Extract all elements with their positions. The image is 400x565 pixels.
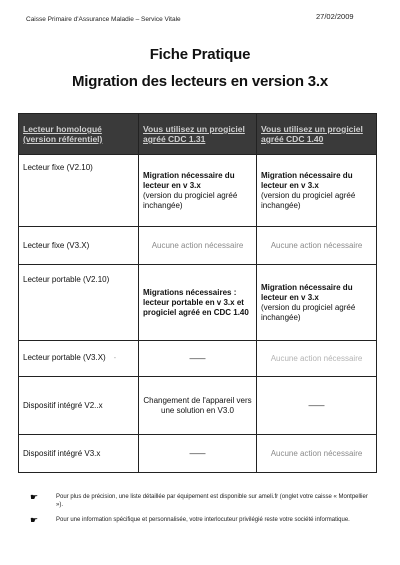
table-cell: —— (139, 341, 257, 377)
pointing-hand-icon: ☛ (30, 492, 39, 502)
header-cdc-140: Vous utilisez un progiciel agréé CDC 1.40 (257, 114, 377, 155)
table-cell: Aucune action nécessaire (139, 227, 257, 265)
row-label (19, 341, 139, 377)
row-label: Dispositif intégré V3.x (19, 435, 139, 473)
cell-bold-text: Migration nécessaire du lecteur en v 3.x (261, 170, 353, 190)
table-row (19, 155, 377, 227)
cell-bold-text: Migrations nécessaires : lecteur portable en v 3.x et progiciel agréé en CDC 1.40 (143, 287, 249, 317)
document-subtitle: Migration des lecteurs en version 3.x (71, 73, 329, 90)
row-label: Lecteur fixe (V3.X) (19, 227, 139, 265)
table-row (19, 435, 377, 473)
table-cell (139, 265, 257, 341)
row-label: Dispositif intégré V2..x (19, 377, 139, 435)
table-row (19, 265, 377, 341)
row-label-text: Lecteur portable (V3.X) (23, 353, 106, 362)
footnote-text: Pour une information spécifique et personnalisée, votre interlocuteur privilégié reste votre société informatique. (56, 517, 350, 523)
header-reader: Lecteur homologué (version référentiel) (19, 114, 139, 155)
cell-note-text: (version du progiciel agréé inchangée) (143, 190, 238, 210)
table-cell (257, 155, 377, 227)
row-label: Lecteur portable (V2.10) (19, 265, 139, 341)
table-cell: Aucune action nécessaire (257, 435, 377, 473)
cell-bold-text: Migration nécessaire du lecteur en v 3.x (261, 282, 353, 302)
document-title: Fiche Pratique (149, 46, 251, 63)
table-cell (139, 155, 257, 227)
cell-note-text: (version du progiciel agréé inchangée) (261, 302, 356, 322)
document-date: 27/02/2009 (316, 12, 354, 21)
table-cell: Aucune action nécessaire (257, 227, 377, 265)
cell-bold-text: Migration nécessaire du lecteur en v 3.x (143, 170, 235, 190)
row-marker: - (113, 355, 117, 362)
table-cell (257, 265, 377, 341)
table-cell: Changement de l'appareil vers une solution en V3.0 (139, 377, 257, 435)
table-row (19, 227, 377, 265)
table-header-row (19, 114, 377, 155)
table-cell: —— (257, 377, 377, 435)
header-cdc-131: Vous utilisez un progiciel agréé CDC 1.31 (139, 114, 257, 155)
table-row (19, 341, 377, 377)
table-row (19, 377, 377, 435)
cell-note-text: (version du progiciel agréé inchangée) (261, 190, 356, 210)
organization-header: Caisse Primaire d'Assurance Maladie – Service Vitale (26, 16, 181, 23)
table-cell: Aucune action nécessaire (257, 341, 377, 377)
footnote-text: Pour plus de précision, une liste détaillée par équipement est disponible sur ameli.fr (onglet votre caisse « Montpellier »). (56, 494, 368, 508)
row-label: Lecteur fixe (V2.10) (19, 155, 139, 227)
table-cell: —— (139, 435, 257, 473)
pointing-hand-icon: ☛ (30, 515, 39, 525)
migration-table (18, 113, 377, 473)
